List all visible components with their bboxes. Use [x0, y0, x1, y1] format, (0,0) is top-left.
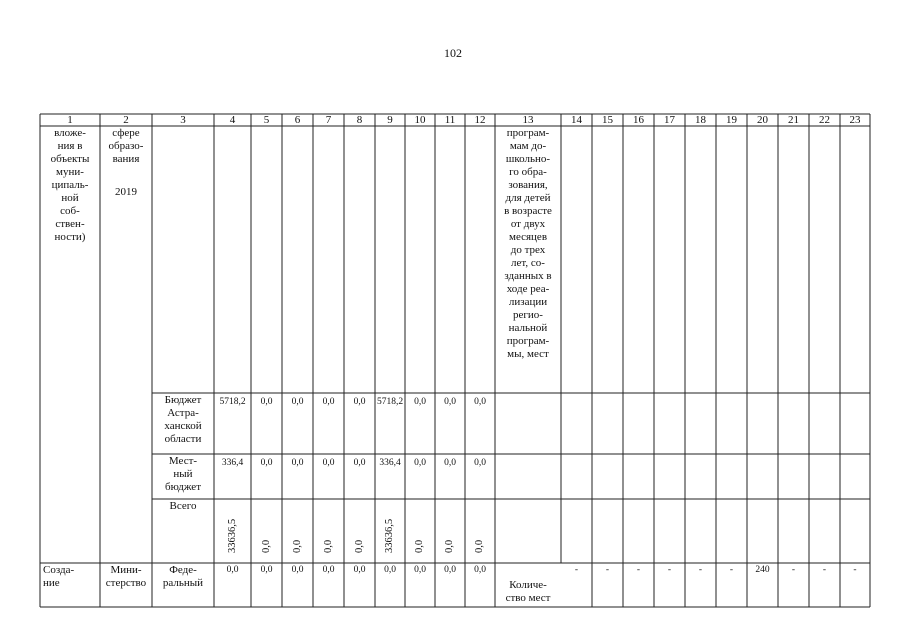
block1-responsible-text: сфере образо- вания	[108, 127, 144, 165]
column-number-15: 15	[602, 114, 613, 126]
column-number-2: 2	[123, 114, 129, 126]
column-number-23: 23	[849, 114, 861, 126]
column-number-12: 12	[474, 114, 486, 126]
column-number-1: 1	[67, 114, 73, 126]
funding-value: 0,0	[226, 565, 239, 575]
indicator-value: -	[698, 565, 703, 575]
funding-value: 0,0	[474, 458, 486, 468]
funding-value: 0,0	[322, 397, 335, 407]
column-number-17: 17	[664, 114, 675, 126]
column-number-6: 6	[294, 114, 301, 126]
column-number-9: 9	[387, 114, 393, 126]
funding-value: 0,0	[353, 565, 366, 575]
total-value: 0,0	[414, 539, 425, 553]
funding-value: 0,0	[260, 397, 273, 407]
funding-value: 0,0	[444, 397, 456, 407]
indicator-value: -	[822, 565, 827, 575]
total-value: 0,0	[260, 539, 272, 553]
indicator-value: -	[791, 565, 796, 575]
funding-value: 0,0	[444, 565, 456, 575]
funding-value: 0,0	[322, 565, 335, 575]
column-number-20: 20	[757, 114, 768, 126]
column-number-19: 19	[726, 114, 737, 126]
column-number-11: 11	[444, 114, 456, 126]
block1-year: 2019	[115, 186, 137, 198]
total-value: 0,0	[353, 539, 365, 553]
column-number-3: 3	[180, 114, 186, 126]
funding-value: 336,4	[379, 458, 401, 468]
column-number-7: 7	[325, 114, 332, 126]
funding-value: 5718,2	[376, 397, 404, 407]
funding-value: 5718,2	[219, 397, 246, 407]
indicator-value: -	[605, 565, 610, 575]
funding-value: 0,0	[414, 397, 426, 407]
funding-value: 0,0	[414, 565, 426, 575]
indicator-value: 240	[755, 565, 770, 575]
funding-value: 336,4	[221, 458, 244, 468]
indicator-value: -	[853, 565, 857, 575]
block1-object-text: вложе- ния в объекты муни- ципаль- ной соб- ствен- ности)	[50, 127, 90, 243]
block2-indicator-text: Количе- ство мест	[505, 579, 551, 604]
indicator-value: -	[574, 565, 579, 575]
funding-value: 0,0	[444, 458, 456, 468]
column-number-14: 14	[571, 114, 582, 126]
total-value: 33636,5	[226, 518, 238, 553]
funding-value: 0,0	[353, 458, 366, 468]
column-number-16: 16	[633, 114, 644, 126]
block2-responsible-text: Мини- стерство	[105, 564, 147, 589]
total-value: 0,0	[291, 539, 303, 553]
page-number: 102	[444, 46, 462, 60]
funding-value: 0,0	[291, 565, 304, 575]
block2-funding-source: Феде- ральный	[162, 564, 204, 589]
funding-source-label: Всего	[169, 500, 197, 512]
block1-indicator-text: програм- мам до- школьно- го обра- зования, для детей в возрасте от двух месяцев до трех лет, со- зданных в ходе реа- лизации регио- нальной програм- мы, мест	[504, 127, 552, 360]
column-number-22: 22	[819, 114, 830, 126]
column-number-21: 21	[788, 114, 799, 126]
funding-value: 0,0	[291, 458, 304, 468]
funding-source-label: Бюджет Астра- ханской области	[164, 394, 202, 445]
funding-value: 0,0	[474, 397, 486, 407]
funding-value: 0,0	[260, 565, 273, 575]
column-number-13: 13	[522, 114, 534, 126]
column-number-8: 8	[356, 114, 363, 126]
total-value: 0,0	[322, 539, 334, 553]
funding-value: 0,0	[322, 458, 335, 468]
funding-value: 0,0	[291, 397, 304, 407]
funding-value: 0,0	[260, 458, 273, 468]
funding-value: 0,0	[353, 397, 366, 407]
funding-value: 0,0	[384, 565, 396, 575]
indicator-value: -	[729, 565, 734, 575]
total-value: 0,0	[474, 539, 485, 553]
block2-object-text: Созда- ние	[43, 564, 75, 589]
column-number-4: 4	[229, 114, 236, 126]
funding-source-label: Мест- ный бюджет	[165, 455, 201, 493]
column-number-10: 10	[414, 114, 426, 126]
column-number-5: 5	[263, 114, 270, 126]
funding-value: 0,0	[414, 458, 426, 468]
total-value: 0,0	[444, 539, 455, 553]
column-number-18: 18	[695, 114, 706, 126]
indicator-value: -	[667, 565, 672, 575]
total-value: 33636,5	[384, 518, 395, 553]
indicator-value: -	[636, 565, 641, 575]
funding-value: 0,0	[474, 565, 486, 575]
